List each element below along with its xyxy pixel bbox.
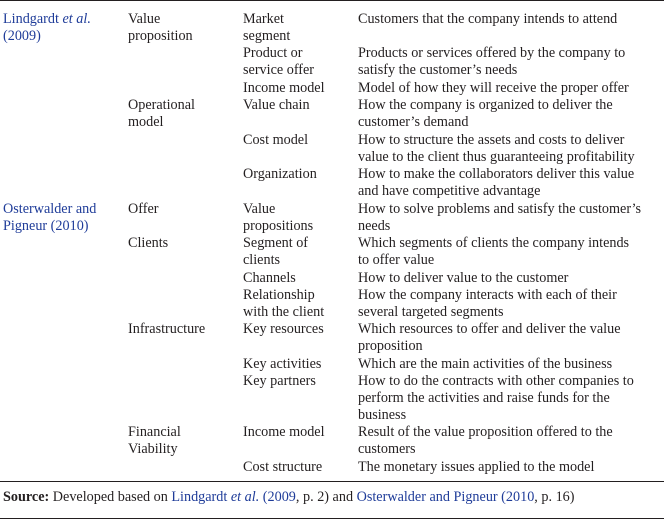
desc-cost-model-2: value to the client thus guaranteeing profitability	[358, 149, 635, 165]
element-value-propositions-1: Value	[243, 201, 276, 217]
element-market-segment-1: Market	[243, 11, 284, 27]
desc-key-resources-1: Which resources to offer and deliver the value	[358, 321, 621, 337]
desc-key-partners-1: How to do the contracts with other companies to	[358, 373, 634, 389]
desc-key-partners-3: business	[358, 407, 407, 423]
component-operational-model-1: Operational	[128, 97, 195, 113]
element-value-propositions-2: propositions	[243, 218, 314, 234]
desc-key-resources-2: proposition	[358, 338, 423, 354]
desc-income-model-2-1: Result of the value proposition offered to the	[358, 424, 613, 440]
desc-market-segment-1: Customers that the company intends to attend	[358, 11, 618, 27]
component-infrastructure: Infrastructure	[128, 321, 206, 337]
author-lindgardt-year[interactable]: (2009)	[3, 28, 41, 44]
element-key-resources: Key resources	[243, 321, 324, 337]
element-organization: Organization	[243, 166, 317, 182]
desc-value-propositions-2: needs	[358, 218, 391, 234]
source-note: Source: Developed based on Lindgardt et al. (2009, p. 2) and Osterwalder and Pigneur (2010, p. 16)	[3, 489, 575, 505]
element-segment-clients-1: Segment of	[243, 235, 309, 251]
element-cost-structure: Cost structure	[243, 459, 323, 475]
desc-product-service-2: satisfy the customer’s needs	[358, 62, 518, 78]
author-lindgardt[interactable]: Lindgardt et al.	[3, 11, 91, 27]
element-key-partners: Key partners	[243, 373, 316, 389]
element-value-chain: Value chain	[243, 97, 310, 113]
element-key-activities: Key activities	[243, 356, 322, 372]
author-osterwalder-year[interactable]: Pigneur (2010)	[3, 218, 89, 234]
desc-key-activities-1: Which are the main activities of the business	[358, 356, 613, 372]
element-product-service-1: Product or	[243, 45, 303, 61]
desc-value-chain-2: customer’s demand	[358, 114, 469, 130]
author-osterwalder[interactable]: Osterwalder and	[3, 201, 97, 217]
table-top-rule	[0, 0, 664, 1]
element-channels: Channels	[243, 270, 296, 286]
desc-segment-clients-1: Which segments of clients the company intends	[358, 235, 630, 251]
desc-relationship-2: several targeted segments	[358, 304, 504, 320]
table-bottom-rule	[0, 481, 664, 482]
ref-osterwalder-link[interactable]: Osterwalder and Pigneur (2010	[356, 489, 535, 505]
source-label: Source:	[3, 489, 50, 505]
component-offer: Offer	[128, 201, 159, 217]
element-income-model-1: Income model	[243, 80, 325, 96]
desc-organization-2: and have competitive advantage	[358, 183, 541, 199]
desc-organization-1: How to make the collaborators deliver this value	[358, 166, 635, 182]
component-clients: Clients	[128, 235, 169, 251]
element-income-model-2: Income model	[243, 424, 325, 440]
desc-income-model-2-2: customers	[358, 441, 416, 457]
component-financial-viability-1: Financial	[128, 424, 181, 440]
desc-relationship-1: How the company interacts with each of their	[358, 287, 617, 303]
component-operational-model-2: model	[128, 114, 164, 130]
element-cost-model: Cost model	[243, 132, 309, 148]
desc-income-model-1: Model of how they will receive the proper offer	[358, 80, 629, 96]
component-financial-viability-2: Viability	[128, 441, 178, 457]
desc-value-propositions-1: How to solve problems and satisfy the customer’s	[358, 201, 642, 217]
element-market-segment-2: segment	[243, 28, 291, 44]
desc-cost-model-1: How to structure the assets and costs to deliver	[358, 132, 625, 148]
desc-channels-1: How to deliver value to the customer	[358, 270, 569, 286]
footer-rule	[0, 518, 664, 519]
component-value-proposition-1: Value	[128, 11, 161, 27]
element-product-service-2: service offer	[243, 62, 315, 78]
desc-cost-structure-1: The monetary issues applied to the model	[358, 459, 595, 475]
ref-lindgardt-link[interactable]: Lindgardt et al. (2009	[171, 489, 296, 505]
desc-value-chain-1: How the company is organized to deliver the	[358, 97, 613, 113]
element-relationship-1: Relationship	[243, 287, 315, 303]
component-value-proposition-2: proposition	[128, 28, 193, 44]
desc-segment-clients-2: to offer value	[358, 252, 435, 268]
desc-key-partners-2: perform the activities and raise funds for the	[358, 390, 610, 406]
element-relationship-2: with the client	[243, 304, 325, 320]
desc-product-service-1: Products or services offered by the company to	[358, 45, 626, 61]
element-segment-clients-2: clients	[243, 252, 281, 268]
